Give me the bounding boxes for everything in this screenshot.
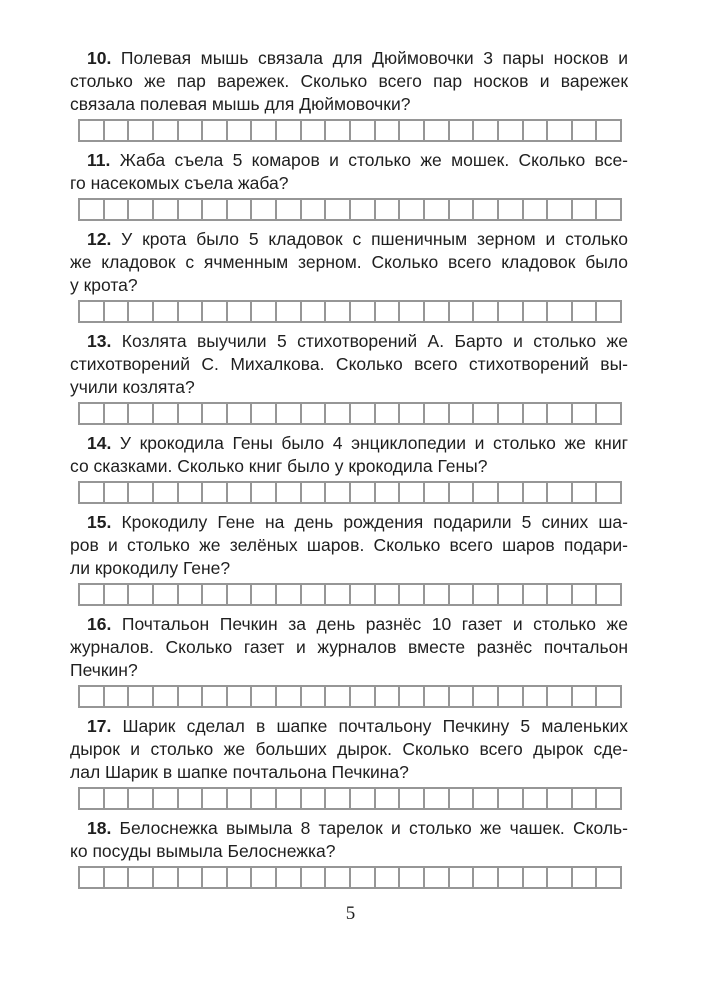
answer-cell[interactable] bbox=[400, 404, 425, 423]
answer-cell[interactable] bbox=[105, 585, 130, 604]
answer-cell[interactable] bbox=[80, 121, 105, 140]
problem-line: Печкин? bbox=[70, 660, 138, 680]
problem-10 bbox=[70, 47, 628, 142]
answer-grid bbox=[78, 481, 622, 504]
problem-text bbox=[70, 330, 628, 399]
answer-cell[interactable] bbox=[105, 404, 130, 423]
answer-cell[interactable] bbox=[302, 585, 327, 604]
answer-cell[interactable] bbox=[450, 687, 475, 706]
answer-cell[interactable] bbox=[524, 868, 549, 887]
answer-cell[interactable] bbox=[376, 302, 401, 321]
answer-cell[interactable] bbox=[425, 302, 450, 321]
answer-cell[interactable] bbox=[425, 687, 450, 706]
answer-cell[interactable] bbox=[129, 483, 154, 502]
answer-cell[interactable] bbox=[573, 687, 598, 706]
answer-cell[interactable] bbox=[277, 302, 302, 321]
answer-cell[interactable] bbox=[252, 868, 277, 887]
answer-cell[interactable] bbox=[326, 789, 351, 808]
answer-cell[interactable] bbox=[499, 121, 524, 140]
answer-cell[interactable] bbox=[499, 404, 524, 423]
answer-cell[interactable] bbox=[351, 585, 376, 604]
answer-cell[interactable] bbox=[450, 585, 475, 604]
problem-line: 18. Белоснежка вымыла 8 тарелок и столько же чашек. Сколь- bbox=[87, 818, 628, 838]
answer-cell[interactable] bbox=[326, 868, 351, 887]
answer-cell[interactable] bbox=[277, 789, 302, 808]
problem-line: же кладовок с ячменным зерном. Сколько всего кладовок было bbox=[70, 252, 628, 272]
answer-cell[interactable] bbox=[80, 302, 105, 321]
problem-13 bbox=[70, 330, 628, 425]
problem-11 bbox=[70, 149, 628, 221]
answer-cell[interactable] bbox=[351, 483, 376, 502]
answer-cell[interactable] bbox=[252, 687, 277, 706]
problem-12 bbox=[70, 228, 628, 323]
answer-cell[interactable] bbox=[573, 483, 598, 502]
answer-cell[interactable] bbox=[351, 121, 376, 140]
answer-cell[interactable] bbox=[376, 687, 401, 706]
answer-cell[interactable] bbox=[252, 789, 277, 808]
answer-cell[interactable] bbox=[425, 121, 450, 140]
problem-text bbox=[70, 228, 628, 297]
answer-cell[interactable] bbox=[351, 404, 376, 423]
answer-cell[interactable] bbox=[129, 585, 154, 604]
answer-cell[interactable] bbox=[277, 404, 302, 423]
answer-cell[interactable] bbox=[548, 121, 573, 140]
answer-cell[interactable] bbox=[154, 868, 179, 887]
answer-cell[interactable] bbox=[80, 200, 105, 219]
answer-cell[interactable] bbox=[499, 585, 524, 604]
answer-cell[interactable] bbox=[425, 404, 450, 423]
answer-cell[interactable] bbox=[228, 687, 253, 706]
answer-cell[interactable] bbox=[573, 404, 598, 423]
answer-cell[interactable] bbox=[129, 200, 154, 219]
answer-cell[interactable] bbox=[277, 200, 302, 219]
problem-line: 11. Жаба съела 5 комаров и столько же мошек. Сколько все- bbox=[87, 150, 628, 170]
answer-grid bbox=[78, 866, 622, 889]
answer-cell[interactable] bbox=[154, 302, 179, 321]
answer-grid bbox=[78, 787, 622, 810]
answer-cell[interactable] bbox=[376, 200, 401, 219]
answer-cell[interactable] bbox=[450, 121, 475, 140]
answer-cell[interactable] bbox=[351, 200, 376, 219]
answer-cell[interactable] bbox=[228, 868, 253, 887]
answer-cell[interactable] bbox=[474, 121, 499, 140]
answer-cell[interactable] bbox=[548, 789, 573, 808]
answer-cell[interactable] bbox=[573, 302, 598, 321]
answer-cell[interactable] bbox=[203, 404, 228, 423]
answer-cell[interactable] bbox=[203, 585, 228, 604]
answer-cell[interactable] bbox=[326, 302, 351, 321]
answer-cell[interactable] bbox=[450, 302, 475, 321]
answer-cell[interactable] bbox=[228, 121, 253, 140]
answer-cell[interactable] bbox=[203, 200, 228, 219]
answer-cell[interactable] bbox=[400, 200, 425, 219]
answer-cell[interactable] bbox=[203, 687, 228, 706]
answer-cell[interactable] bbox=[302, 302, 327, 321]
answer-cell[interactable] bbox=[548, 404, 573, 423]
problem-number: 10. bbox=[87, 48, 112, 68]
answer-cell[interactable] bbox=[351, 868, 376, 887]
problem-line: дырок и столько же больших дырок. Сколько всего дырок сде- bbox=[70, 739, 628, 759]
answer-cell[interactable] bbox=[597, 789, 620, 808]
answer-cell[interactable] bbox=[400, 868, 425, 887]
answer-cell[interactable] bbox=[302, 789, 327, 808]
problem-line: 10. Полевая мышь связала для Дюймовочки 3 пары носков и bbox=[87, 48, 628, 68]
answer-grid bbox=[78, 119, 622, 142]
answer-cell[interactable] bbox=[474, 302, 499, 321]
answer-cell[interactable] bbox=[80, 483, 105, 502]
problems bbox=[70, 47, 628, 896]
answer-cell[interactable] bbox=[425, 585, 450, 604]
answer-cell[interactable] bbox=[154, 687, 179, 706]
answer-cell[interactable] bbox=[351, 302, 376, 321]
answer-cell[interactable] bbox=[326, 687, 351, 706]
answer-cell[interactable] bbox=[573, 200, 598, 219]
answer-cell[interactable] bbox=[105, 483, 130, 502]
problem-number: 16. bbox=[87, 614, 112, 634]
answer-cell[interactable] bbox=[228, 200, 253, 219]
problem-line: со сказками. Сколько книг было у крокодила Гены? bbox=[70, 456, 488, 476]
answer-cell[interactable] bbox=[302, 200, 327, 219]
problem-16 bbox=[70, 613, 628, 708]
answer-cell[interactable] bbox=[252, 302, 277, 321]
problem-line: го насекомых съела жаба? bbox=[70, 173, 289, 193]
answer-cell[interactable] bbox=[573, 868, 598, 887]
answer-cell[interactable] bbox=[277, 868, 302, 887]
answer-cell[interactable] bbox=[524, 789, 549, 808]
answer-cell[interactable] bbox=[524, 200, 549, 219]
answer-cell[interactable] bbox=[252, 483, 277, 502]
problem-line: 15. Крокодилу Гене на день рождения подарили 5 синих ша- bbox=[87, 512, 628, 532]
problem-line: 14. У крокодила Гены было 4 энциклопедии и столько же книг bbox=[87, 433, 628, 453]
problem-14 bbox=[70, 432, 628, 504]
answer-cell[interactable] bbox=[129, 404, 154, 423]
problem-number: 13. bbox=[87, 331, 112, 351]
answer-cell[interactable] bbox=[129, 121, 154, 140]
answer-cell[interactable] bbox=[548, 687, 573, 706]
answer-cell[interactable] bbox=[450, 483, 475, 502]
answer-cell[interactable] bbox=[228, 585, 253, 604]
answer-cell[interactable] bbox=[105, 302, 130, 321]
answer-cell[interactable] bbox=[302, 868, 327, 887]
problem-line: 13. Козлята выучили 5 стихотворений А. Барто и столько же bbox=[87, 331, 628, 351]
answer-cell[interactable] bbox=[400, 789, 425, 808]
answer-cell[interactable] bbox=[499, 868, 524, 887]
answer-cell[interactable] bbox=[548, 200, 573, 219]
answer-cell[interactable] bbox=[203, 302, 228, 321]
answer-cell[interactable] bbox=[474, 200, 499, 219]
problem-line: 12. У крота было 5 кладовок с пшеничным зерном и столько bbox=[87, 229, 628, 249]
answer-cell[interactable] bbox=[474, 585, 499, 604]
answer-cell[interactable] bbox=[499, 302, 524, 321]
answer-cell[interactable] bbox=[179, 868, 204, 887]
answer-cell[interactable] bbox=[80, 585, 105, 604]
answer-cell[interactable] bbox=[105, 121, 130, 140]
answer-cell[interactable] bbox=[573, 121, 598, 140]
answer-cell[interactable] bbox=[597, 687, 620, 706]
answer-cell[interactable] bbox=[80, 789, 105, 808]
answer-cell[interactable] bbox=[548, 868, 573, 887]
answer-cell[interactable] bbox=[573, 789, 598, 808]
answer-cell[interactable] bbox=[179, 585, 204, 604]
answer-cell[interactable] bbox=[302, 404, 327, 423]
answer-cell[interactable] bbox=[450, 200, 475, 219]
answer-cell[interactable] bbox=[179, 200, 204, 219]
answer-cell[interactable] bbox=[154, 121, 179, 140]
answer-cell[interactable] bbox=[450, 868, 475, 887]
answer-cell[interactable] bbox=[400, 687, 425, 706]
problem-text bbox=[70, 432, 628, 478]
problem-15 bbox=[70, 511, 628, 606]
problem-number: 14. bbox=[87, 433, 112, 453]
answer-cell[interactable] bbox=[474, 687, 499, 706]
answer-cell[interactable] bbox=[80, 404, 105, 423]
answer-cell[interactable] bbox=[277, 483, 302, 502]
answer-cell[interactable] bbox=[376, 121, 401, 140]
answer-cell[interactable] bbox=[105, 868, 130, 887]
answer-grid bbox=[78, 198, 622, 221]
answer-cell[interactable] bbox=[548, 483, 573, 502]
answer-cell[interactable] bbox=[252, 585, 277, 604]
answer-cell[interactable] bbox=[499, 200, 524, 219]
answer-cell[interactable] bbox=[154, 585, 179, 604]
answer-cell[interactable] bbox=[524, 404, 549, 423]
answer-cell[interactable] bbox=[129, 868, 154, 887]
problem-line: связала полевая мышь для Дюймовочки? bbox=[70, 94, 411, 114]
problem-line: столько же пар варежек. Сколько всего пар носков и варежек bbox=[70, 71, 628, 91]
answer-cell[interactable] bbox=[228, 789, 253, 808]
problem-text bbox=[70, 613, 628, 682]
answer-cell[interactable] bbox=[573, 585, 598, 604]
answer-cell[interactable] bbox=[228, 404, 253, 423]
answer-cell[interactable] bbox=[326, 121, 351, 140]
answer-cell[interactable] bbox=[376, 404, 401, 423]
answer-cell[interactable] bbox=[400, 483, 425, 502]
answer-cell[interactable] bbox=[277, 121, 302, 140]
answer-cell[interactable] bbox=[203, 868, 228, 887]
answer-cell[interactable] bbox=[425, 483, 450, 502]
problem-line: 17. Шарик сделал в шапке почтальону Печкину 5 маленьких bbox=[87, 716, 628, 736]
problem-text bbox=[70, 149, 628, 195]
answer-cell[interactable] bbox=[326, 404, 351, 423]
answer-cell[interactable] bbox=[203, 789, 228, 808]
problem-text bbox=[70, 511, 628, 580]
problem-line: 16. Почтальон Печкин за день разнёс 10 газет и столько же bbox=[87, 614, 628, 634]
answer-cell[interactable] bbox=[252, 121, 277, 140]
problem-line: ли крокодилу Гене? bbox=[70, 558, 231, 578]
answer-cell[interactable] bbox=[179, 483, 204, 502]
answer-cell[interactable] bbox=[376, 585, 401, 604]
problem-line: журналов. Сколько газет и журналов вместе разнёс почтальон bbox=[70, 637, 628, 657]
answer-cell[interactable] bbox=[524, 483, 549, 502]
page-footer bbox=[0, 903, 701, 925]
answer-cell[interactable] bbox=[597, 302, 620, 321]
answer-cell[interactable] bbox=[179, 404, 204, 423]
problem-line: ко посуды вымыла Белоснежка? bbox=[70, 841, 336, 861]
problem-line: у крота? bbox=[70, 275, 138, 295]
problem-17 bbox=[70, 715, 628, 810]
answer-cell[interactable] bbox=[228, 302, 253, 321]
answer-cell[interactable] bbox=[105, 789, 130, 808]
problem-line: стихотворений С. Михалкова. Сколько всего стихотворений вы- bbox=[70, 354, 628, 374]
answer-cell[interactable] bbox=[179, 121, 204, 140]
answer-cell[interactable] bbox=[129, 789, 154, 808]
answer-cell[interactable] bbox=[179, 302, 204, 321]
answer-grid bbox=[78, 300, 622, 323]
answer-cell[interactable] bbox=[129, 687, 154, 706]
problem-line: учили козлята? bbox=[70, 377, 195, 397]
problem-number: 17. bbox=[87, 716, 112, 736]
answer-cell[interactable] bbox=[154, 404, 179, 423]
problem-line: лал Шарик в шапке почтальона Печкина? bbox=[70, 762, 409, 782]
problem-number: 12. bbox=[87, 229, 112, 249]
answer-cell[interactable] bbox=[597, 483, 620, 502]
answer-grid bbox=[78, 402, 622, 425]
answer-cell[interactable] bbox=[179, 687, 204, 706]
answer-cell[interactable] bbox=[499, 789, 524, 808]
answer-cell[interactable] bbox=[499, 687, 524, 706]
answer-cell[interactable] bbox=[326, 483, 351, 502]
problem-18 bbox=[70, 817, 628, 889]
answer-cell[interactable] bbox=[597, 404, 620, 423]
problem-text bbox=[70, 817, 628, 863]
answer-cell[interactable] bbox=[400, 302, 425, 321]
answer-cell[interactable] bbox=[597, 121, 620, 140]
answer-cell[interactable] bbox=[524, 585, 549, 604]
answer-cell[interactable] bbox=[203, 121, 228, 140]
problem-text bbox=[70, 47, 628, 116]
page-number: 5 bbox=[345, 903, 356, 924]
answer-cell[interactable] bbox=[105, 687, 130, 706]
answer-cell[interactable] bbox=[597, 868, 620, 887]
answer-cell[interactable] bbox=[80, 687, 105, 706]
answer-cell[interactable] bbox=[400, 121, 425, 140]
answer-cell[interactable] bbox=[499, 483, 524, 502]
answer-cell[interactable] bbox=[252, 200, 277, 219]
answer-cell[interactable] bbox=[154, 200, 179, 219]
answer-cell[interactable] bbox=[203, 483, 228, 502]
answer-cell[interactable] bbox=[326, 585, 351, 604]
answer-cell[interactable] bbox=[154, 483, 179, 502]
answer-cell[interactable] bbox=[351, 789, 376, 808]
answer-cell[interactable] bbox=[425, 868, 450, 887]
answer-cell[interactable] bbox=[326, 200, 351, 219]
answer-cell[interactable] bbox=[450, 404, 475, 423]
answer-cell[interactable] bbox=[302, 121, 327, 140]
answer-cell[interactable] bbox=[302, 687, 327, 706]
answer-cell[interactable] bbox=[277, 585, 302, 604]
answer-cell[interactable] bbox=[474, 789, 499, 808]
answer-cell[interactable] bbox=[548, 302, 573, 321]
answer-cell[interactable] bbox=[474, 868, 499, 887]
answer-cell[interactable] bbox=[154, 789, 179, 808]
answer-cell[interactable] bbox=[400, 585, 425, 604]
answer-cell[interactable] bbox=[351, 687, 376, 706]
answer-cell[interactable] bbox=[597, 200, 620, 219]
answer-cell[interactable] bbox=[425, 200, 450, 219]
problem-line: ров и столько же зелёных шаров. Сколько всего шаров подари- bbox=[70, 535, 628, 555]
answer-cell[interactable] bbox=[524, 302, 549, 321]
answer-cell[interactable] bbox=[376, 483, 401, 502]
problem-number: 11. bbox=[87, 150, 111, 170]
answer-cell[interactable] bbox=[474, 404, 499, 423]
answer-cell[interactable] bbox=[179, 789, 204, 808]
answer-cell[interactable] bbox=[228, 483, 253, 502]
problem-number: 18. bbox=[87, 818, 112, 838]
answer-cell[interactable] bbox=[474, 483, 499, 502]
answer-cell[interactable] bbox=[597, 585, 620, 604]
answer-cell[interactable] bbox=[302, 483, 327, 502]
answer-cell[interactable] bbox=[80, 868, 105, 887]
answer-cell[interactable] bbox=[376, 789, 401, 808]
answer-grid bbox=[78, 685, 622, 708]
answer-cell[interactable] bbox=[105, 200, 130, 219]
answer-cell[interactable] bbox=[425, 789, 450, 808]
answer-cell[interactable] bbox=[548, 585, 573, 604]
answer-cell[interactable] bbox=[524, 687, 549, 706]
answer-cell[interactable] bbox=[129, 302, 154, 321]
answer-cell[interactable] bbox=[524, 121, 549, 140]
answer-cell[interactable] bbox=[252, 404, 277, 423]
answer-cell[interactable] bbox=[277, 687, 302, 706]
answer-cell[interactable] bbox=[376, 868, 401, 887]
problem-number: 15. bbox=[87, 512, 112, 532]
problem-text bbox=[70, 715, 628, 784]
answer-cell[interactable] bbox=[450, 789, 475, 808]
answer-grid bbox=[78, 583, 622, 606]
